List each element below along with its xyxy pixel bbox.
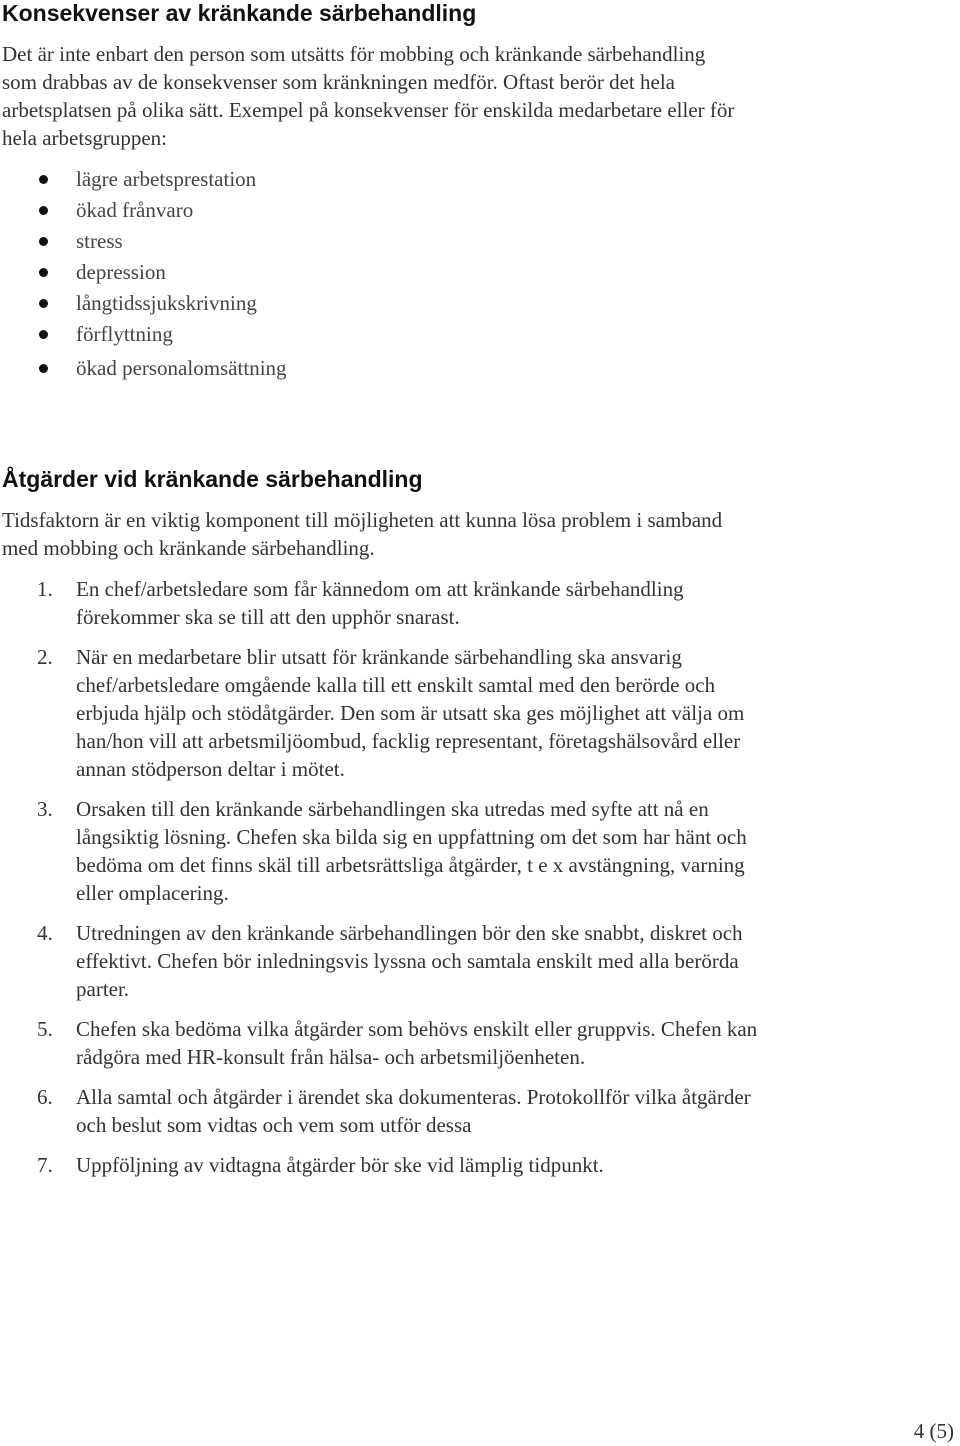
- step-line: När en medarbetare blir utsatt för kränkande särbehandling ska ansvarig: [76, 645, 682, 669]
- heading-consequences: Konsekvenser av kränkande särbehandling: [2, 0, 477, 26]
- list-item-text: ökad personalomsättning: [76, 356, 287, 380]
- step-line: Alla samtal och åtgärder i ärendet ska dokumenteras. Protokollför vilka åtgärder: [76, 1085, 751, 1109]
- bullet-icon: [39, 206, 48, 215]
- actions-list: [0, 575, 900, 1179]
- bullet-icon: [39, 175, 48, 184]
- step-item: [0, 919, 900, 1003]
- consequences-intro: [2, 40, 882, 152]
- step-number: 6.: [37, 1085, 53, 1109]
- list-item-text: förflyttning: [76, 322, 173, 346]
- list-item: [0, 257, 700, 288]
- list-item: [0, 288, 700, 319]
- list-item: [0, 319, 700, 350]
- step-number: 5.: [37, 1017, 53, 1041]
- step-line: effektivt. Chefen bör inledningsvis lyssna och samtala enskilt med alla berörda: [76, 949, 739, 973]
- bullet-icon: [39, 330, 48, 339]
- list-item-text: lägre arbetsprestation: [76, 167, 257, 191]
- step-item: [0, 643, 900, 783]
- step-line: bedöma om det finns skäl till arbetsrättsliga åtgärder, t e x avstängning, varning: [76, 853, 745, 877]
- step-line: Orsaken till den kränkande särbehandlingen ska utredas med syfte att nå en: [76, 797, 709, 821]
- intro-line: med mobbing och kränkande särbehandling.: [2, 536, 375, 560]
- step-line: han/hon vill att arbetsmiljöombud, facklig representant, företagshälsovård eller: [76, 729, 741, 753]
- actions-intro: [2, 506, 882, 562]
- step-item: [0, 575, 900, 631]
- step-number: 7.: [37, 1153, 53, 1177]
- step-number: 4.: [37, 921, 53, 945]
- bullet-icon: [39, 364, 48, 373]
- list-item-text: ökad frånvaro: [76, 198, 194, 222]
- step-line: Uppföljning av vidtagna åtgärder bör ske vid lämplig tidpunkt.: [76, 1153, 604, 1177]
- step-line: chef/arbetsledare omgående kalla till ett enskilt samtal med den berörde och: [76, 673, 716, 697]
- step-line: erbjuda hjälp och stödåtgärder. Den som är utsatt ska ges möjlighet att välja om: [76, 701, 745, 725]
- list-item-text: depression: [76, 260, 166, 284]
- list-item: [0, 353, 700, 384]
- step-line: Utredningen av den kränkande särbehandlingen bör den ske snabbt, diskret och: [76, 921, 743, 945]
- step-number: 1.: [37, 577, 53, 601]
- step-line: rådgöra med HR-konsult från hälsa- och arbetsmiljöenheten.: [76, 1045, 586, 1069]
- step-item: [0, 795, 900, 907]
- list-item: [0, 226, 700, 257]
- list-item-text: långtidssjukskrivning: [76, 291, 257, 315]
- step-line: Chefen ska bedöma vilka åtgärder som behövs enskilt eller gruppvis. Chefen kan: [76, 1017, 758, 1041]
- step-number: 3.: [37, 797, 53, 821]
- step-item: [0, 1083, 900, 1139]
- step-line: och beslut som vidtas och vem som utför dessa: [76, 1113, 472, 1137]
- intro-line: arbetsplatsen på olika sätt. Exempel på konsekvenser för enskilda medarbetare eller för: [2, 98, 735, 122]
- step-number: 2.: [37, 645, 53, 669]
- step-line: eller omplacering.: [76, 881, 229, 905]
- intro-line: hela arbetsgruppen:: [2, 126, 168, 150]
- intro-line: Tidsfaktorn är en viktig komponent till möjligheten att kunna lösa problem i samband: [2, 508, 723, 532]
- intro-line: som drabbas av de konsekvenser som kränkningen medför. Oftast berör det hela: [2, 70, 675, 94]
- intro-line: Det är inte enbart den person som utsätts för mobbing och kränkande särbehandling: [2, 42, 706, 66]
- list-item: [0, 195, 700, 226]
- step-line: förekommer ska se till att den upphör snarast.: [76, 605, 460, 629]
- bullet-icon: [39, 237, 48, 246]
- bullet-icon: [39, 299, 48, 308]
- list-item: [0, 164, 700, 195]
- step-line: En chef/arbetsledare som får kännedom om att kränkande särbehandling: [76, 577, 684, 601]
- step-item: [0, 1015, 900, 1071]
- step-line: parter.: [76, 977, 130, 1001]
- step-item: [0, 1151, 900, 1179]
- heading-actions: Åtgärder vid kränkande särbehandling: [2, 466, 423, 492]
- step-line: annan stödperson deltar i mötet.: [76, 757, 345, 781]
- step-line: långsiktig lösning. Chefen ska bilda sig en uppfattning om det som har hänt och: [76, 825, 747, 849]
- page-number: 4 (5): [913, 1419, 954, 1443]
- bullet-icon: [39, 268, 48, 277]
- list-item-text: stress: [76, 229, 123, 253]
- consequences-list: [0, 164, 700, 384]
